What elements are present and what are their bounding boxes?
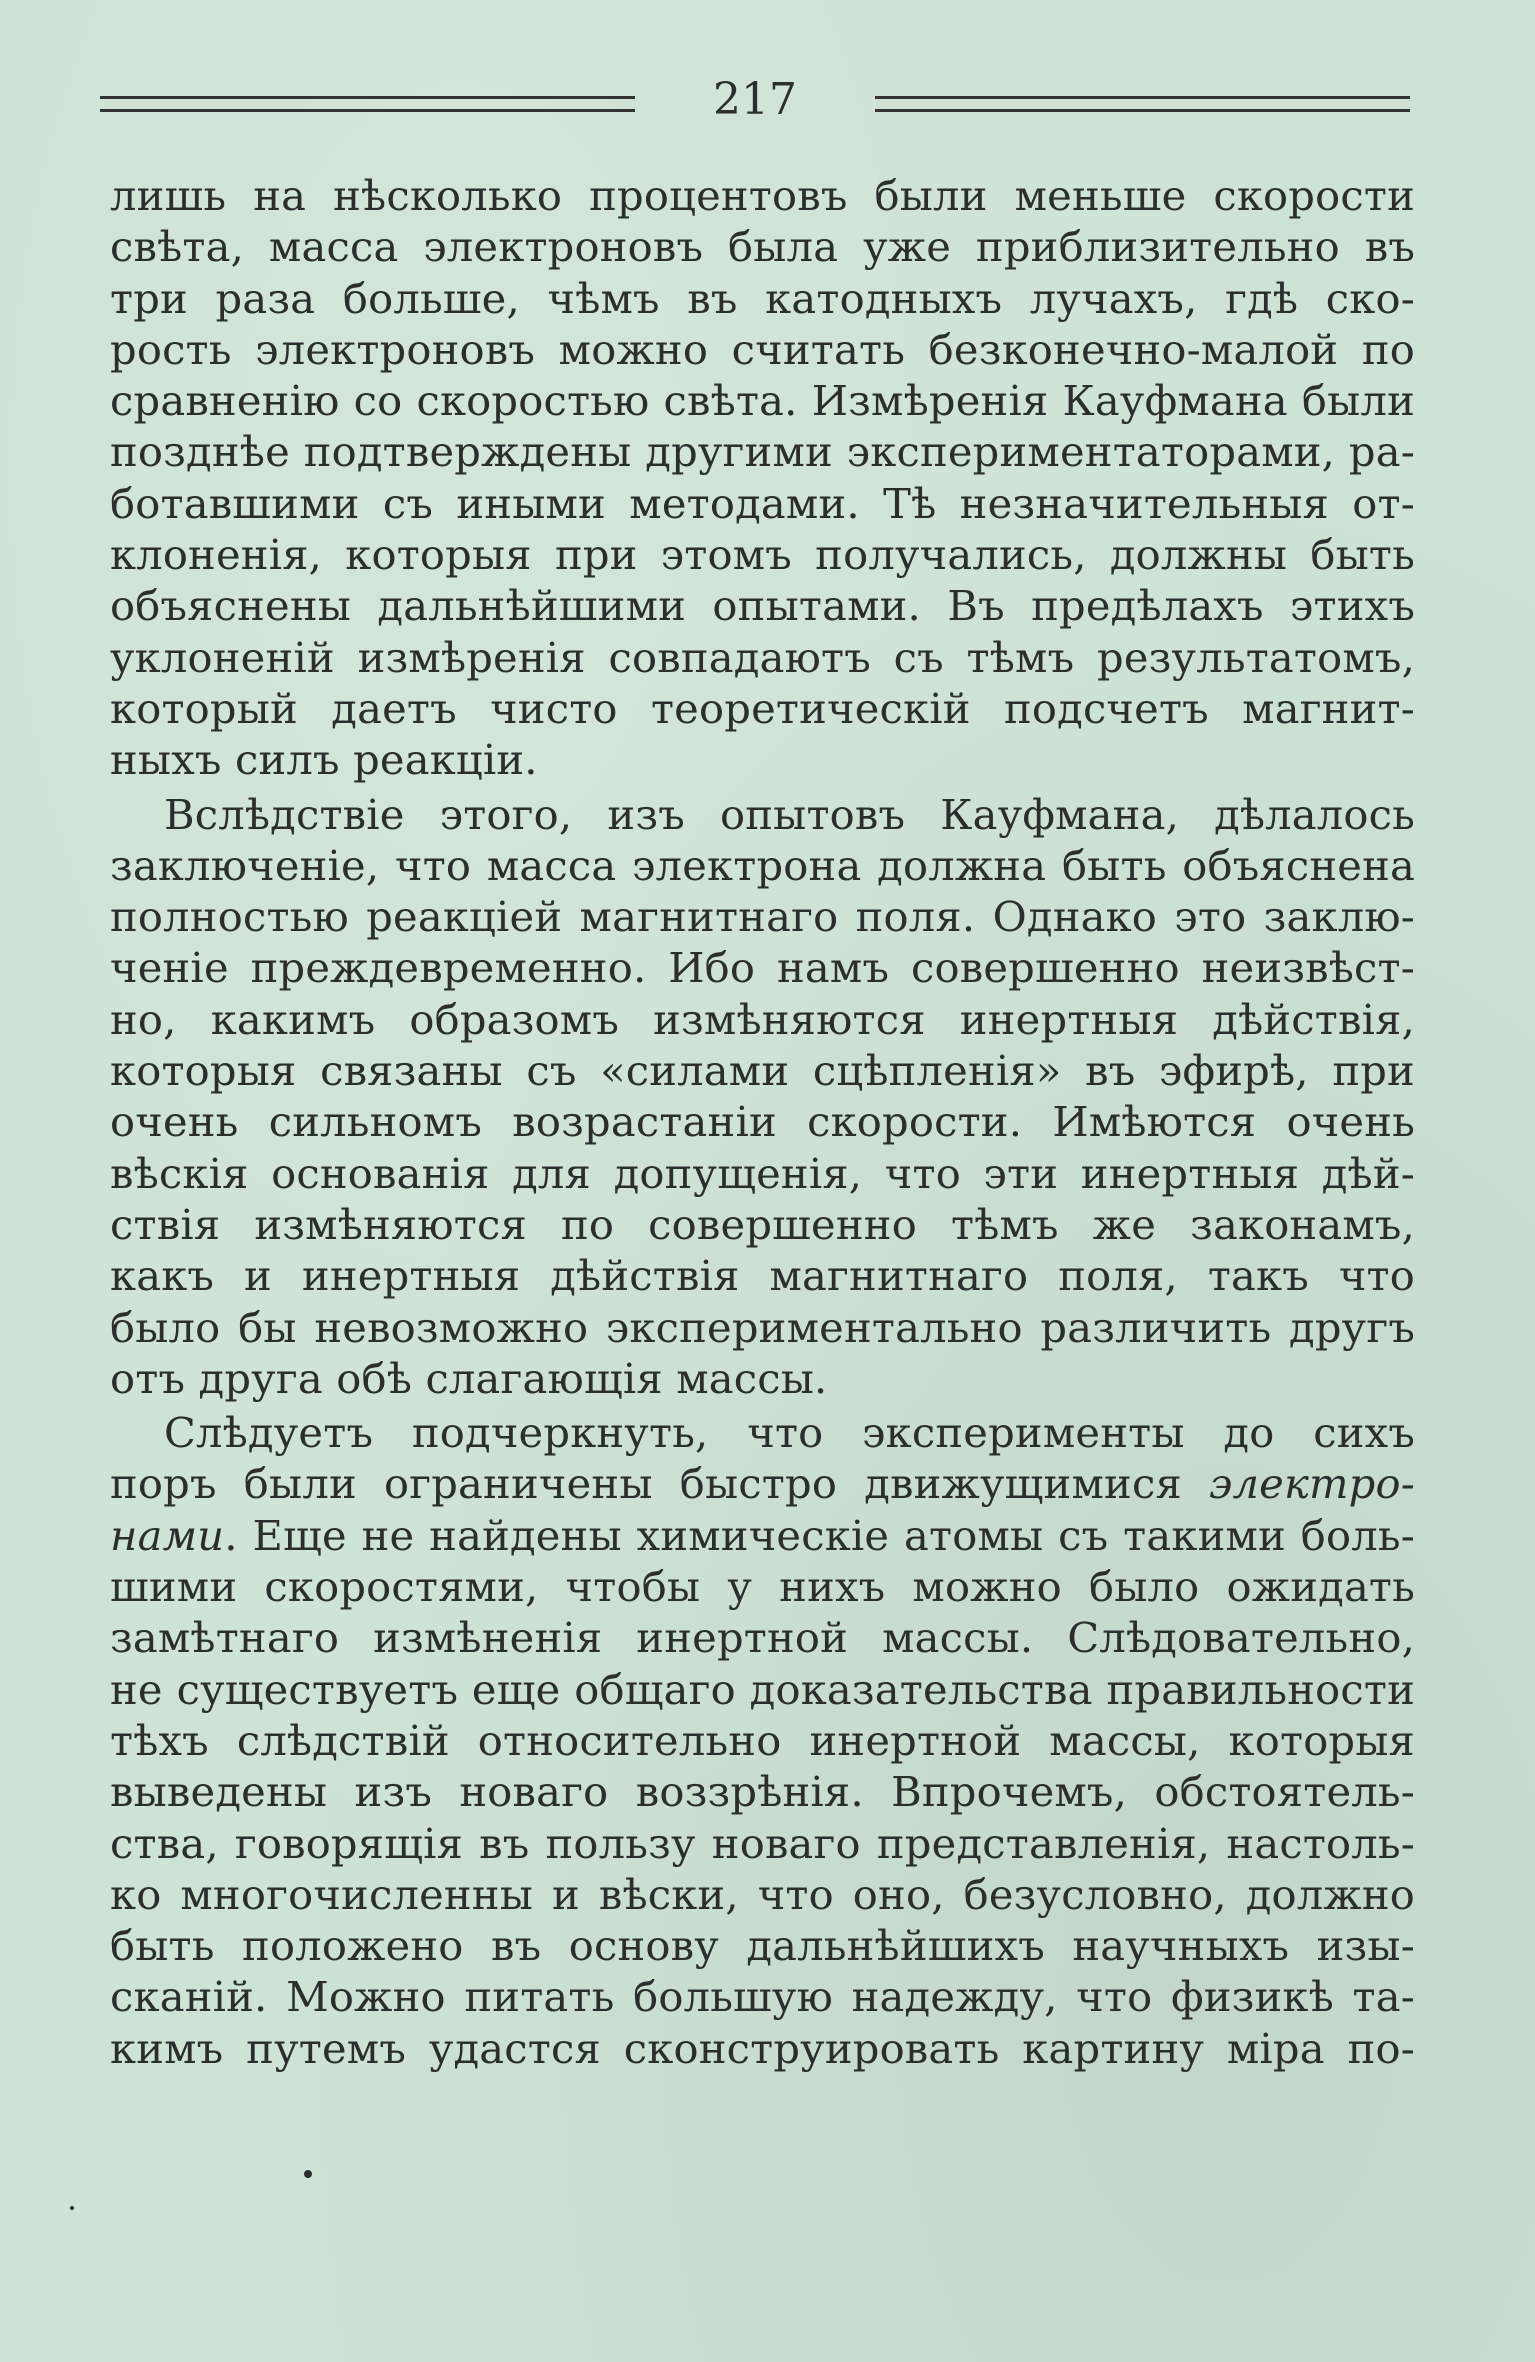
text-line: позднѣе подтверждены другими экспериментаторами, ра-: [110, 427, 1415, 477]
text-line: но, какимъ образомъ измѣняются инертныя дѣйствія,: [110, 994, 1415, 1044]
body-text: [110, 170, 1415, 2074]
text-line: которыя связаны съ «силами сцѣпленія» въ эфирѣ, при: [110, 1046, 1415, 1096]
italic-term: электро-: [1209, 1459, 1415, 1509]
text-run: поръ были ограничены быстро движущимися: [110, 1459, 1209, 1509]
paragraph-3: [110, 1407, 1415, 2074]
text-run: . Еще не найдены химическіе атомы съ такими боль-: [224, 1510, 1415, 1560]
text-line: сравненію со скоростью свѣта. Измѣренія Кауфмана были: [110, 376, 1415, 426]
ink-speck: [304, 2170, 312, 2178]
text-line: ко многочисленны и вѣски, что оно, безусловно, должно: [110, 1869, 1415, 1919]
text-line: Вслѣдствіе этого, изъ опытовъ Кауфмана, дѣлалось: [164, 789, 1415, 839]
text-line: который даетъ чисто теоретическій подсчетъ магнит-: [110, 683, 1415, 733]
text-line: тѣхъ слѣдствій относительно инертной массы, которыя: [110, 1715, 1415, 1765]
text-line: сканій. Можно питать большую надежду, что физикѣ та-: [110, 1972, 1415, 2022]
text-line: вѣскія основанія для допущенія, что эти инертныя дѣй-: [110, 1148, 1415, 1198]
text-line: очень сильномъ возрастаніи скорости. Имѣются очень: [110, 1097, 1415, 1147]
text-line: отъ друга обѣ слагающія массы.: [110, 1353, 828, 1403]
page-number: 217: [713, 74, 797, 125]
text-line: лишь на нѣсколько процентовъ были меньше скорости: [110, 171, 1415, 220]
text-line: было бы невозможно экспериментально различить другъ: [110, 1302, 1415, 1352]
text-line: [110, 1510, 1415, 1561]
text-line: уклоненій измѣренія совпадаютъ съ тѣмъ результатомъ,: [110, 632, 1415, 682]
text-line: ства, говорящія въ пользу новаго представленія, настоль-: [110, 1818, 1415, 1868]
text-line: объяснены дальнѣйшими опытами. Въ предѣлахъ этихъ: [110, 581, 1415, 631]
text-line: какъ и инертныя дѣйствія магнитнаго поля, такъ что: [110, 1251, 1415, 1301]
text-line: кимъ путемъ удастся сконструировать картину міра по-: [110, 2023, 1415, 2073]
text-line: замѣтнаго измѣненія инертной массы. Слѣдовательно,: [110, 1613, 1415, 1663]
text-line: свѣта, масса электроновъ была уже приблизительно въ: [110, 222, 1415, 272]
text-line: [110, 1458, 1415, 1509]
text-line: рость электроновъ можно считать безконечно-малой по: [110, 324, 1415, 374]
paragraph-2: [110, 789, 1415, 1405]
text-line: полностью реакціей магнитнаго поля. Однако это заклю-: [110, 892, 1415, 942]
text-line: выведены изъ новаго воззрѣнія. Впрочемъ, обстоятель-: [110, 1767, 1415, 1817]
text-line: шими скоростями, чтобы у нихъ можно было ожидать: [110, 1562, 1415, 1612]
text-line: ботавшими съ иными методами. Тѣ незначительныя от-: [110, 478, 1415, 528]
text-line: ныхъ силъ реакціи.: [110, 735, 538, 785]
ink-speck: [70, 2206, 74, 2210]
paragraph-1: [110, 170, 1415, 786]
text-line: клоненія, которыя при этомъ получались, должны быть: [110, 530, 1415, 580]
text-line: ченіе преждевременно. Ибо намъ совершенно неизвѣст-: [110, 943, 1415, 993]
italic-term: нами: [110, 1510, 225, 1560]
page-header: [100, 74, 1410, 125]
text-line: ствія измѣняются по совершенно тѣмъ же законамъ,: [110, 1199, 1415, 1249]
header-rule-right: [875, 96, 1410, 112]
text-line: не существуетъ еще общаго доказательства правильности: [110, 1664, 1415, 1714]
text-line: быть положено въ основу дальнѣйшихъ научныхъ изы-: [110, 1921, 1415, 1971]
text-line: три раза больше, чѣмъ въ катодныхъ лучахъ, гдѣ ско-: [110, 273, 1415, 323]
text-line: заключеніе, что масса электрона должна быть объяснена: [110, 840, 1415, 890]
text-line: Слѣдуетъ подчеркнуть, что эксперименты до сихъ: [164, 1408, 1415, 1458]
